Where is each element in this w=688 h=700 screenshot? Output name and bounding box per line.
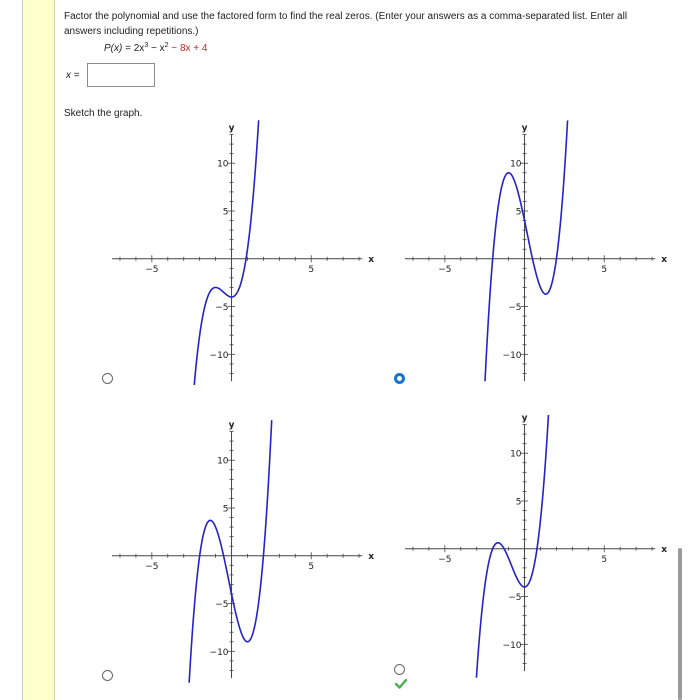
sketch-prompt: Sketch the graph. (64, 108, 143, 119)
option-b-radio[interactable] (394, 373, 405, 384)
poly-sep3: + (190, 43, 202, 54)
option-a-radio[interactable] (102, 373, 113, 384)
y-tick-label: 10 (510, 449, 522, 460)
poly-term4: 4 (201, 43, 208, 54)
graph-option-c (112, 420, 375, 680)
poly-name: P(x) (104, 43, 123, 54)
x-tick-label: −5 (145, 264, 159, 275)
x-axis-label: x (368, 551, 375, 562)
x-axis-label: x (661, 254, 668, 265)
y-tick-label: −5 (508, 303, 522, 314)
y-tick-label: −5 (215, 600, 229, 611)
polynomial-curve (189, 420, 272, 683)
option-d-radio[interactable] (394, 664, 405, 675)
poly-sep1: − (148, 43, 160, 54)
scrollbar[interactable] (678, 548, 682, 700)
y-tick-label: −10 (209, 647, 229, 658)
y-axis-label: y (521, 123, 528, 134)
x-tick-label: −5 (438, 264, 452, 275)
x-axis-label: x (368, 254, 375, 265)
polynomial-curve (485, 120, 568, 381)
poly-sep2: − (168, 43, 180, 54)
poly-exp1: 3 (144, 42, 149, 49)
option-c-radio[interactable] (102, 670, 113, 681)
graph-option-b (405, 123, 668, 383)
y-tick-label: 10 (217, 159, 229, 170)
x-tick-label: −5 (438, 554, 452, 565)
question-gutter (23, 0, 55, 700)
polynomial-expression (104, 42, 207, 54)
y-tick-label: −10 (502, 350, 522, 361)
y-tick-label: 5 (222, 207, 229, 218)
x-axis-label: x (661, 544, 668, 555)
y-tick-label: 10 (217, 456, 229, 467)
x-tick-label: 5 (308, 264, 315, 275)
y-tick-label: −10 (209, 350, 229, 361)
answer-label-eq: = (71, 70, 80, 81)
y-axis-label: y (228, 123, 235, 134)
y-tick-label: −5 (508, 593, 522, 604)
y-tick-label: 5 (515, 497, 522, 508)
zeros-answer-input[interactable] (87, 63, 155, 87)
graph-option-a (112, 123, 375, 383)
answer-label (66, 70, 80, 81)
y-tick-label: 5 (515, 207, 522, 218)
poly-equals: = (122, 43, 134, 54)
poly-term1: 2x (133, 43, 145, 54)
question-instructions: Factor the polynomial and use the factored form to find the real zeros. (Enter your answers as a comma-separated list. Enter all answers including repetitions.) (64, 11, 628, 37)
y-axis-label: y (228, 420, 235, 431)
poly-term3: 8x (179, 43, 191, 54)
y-tick-label: −5 (215, 303, 229, 314)
poly-term2: x (159, 43, 165, 54)
graph-option-d (405, 413, 668, 673)
x-tick-label: 5 (308, 561, 315, 572)
y-tick-label: −10 (502, 640, 522, 651)
x-tick-label: −5 (145, 561, 159, 572)
y-axis-label: y (521, 413, 528, 424)
y-tick-label: 5 (222, 504, 229, 515)
poly-exp2: 2 (164, 42, 169, 49)
correct-check-icon (394, 678, 408, 690)
y-tick-label: 10 (510, 159, 522, 170)
x-tick-label: 5 (601, 264, 608, 275)
answer-label-var: x (66, 70, 71, 81)
x-tick-label: 5 (601, 554, 608, 565)
